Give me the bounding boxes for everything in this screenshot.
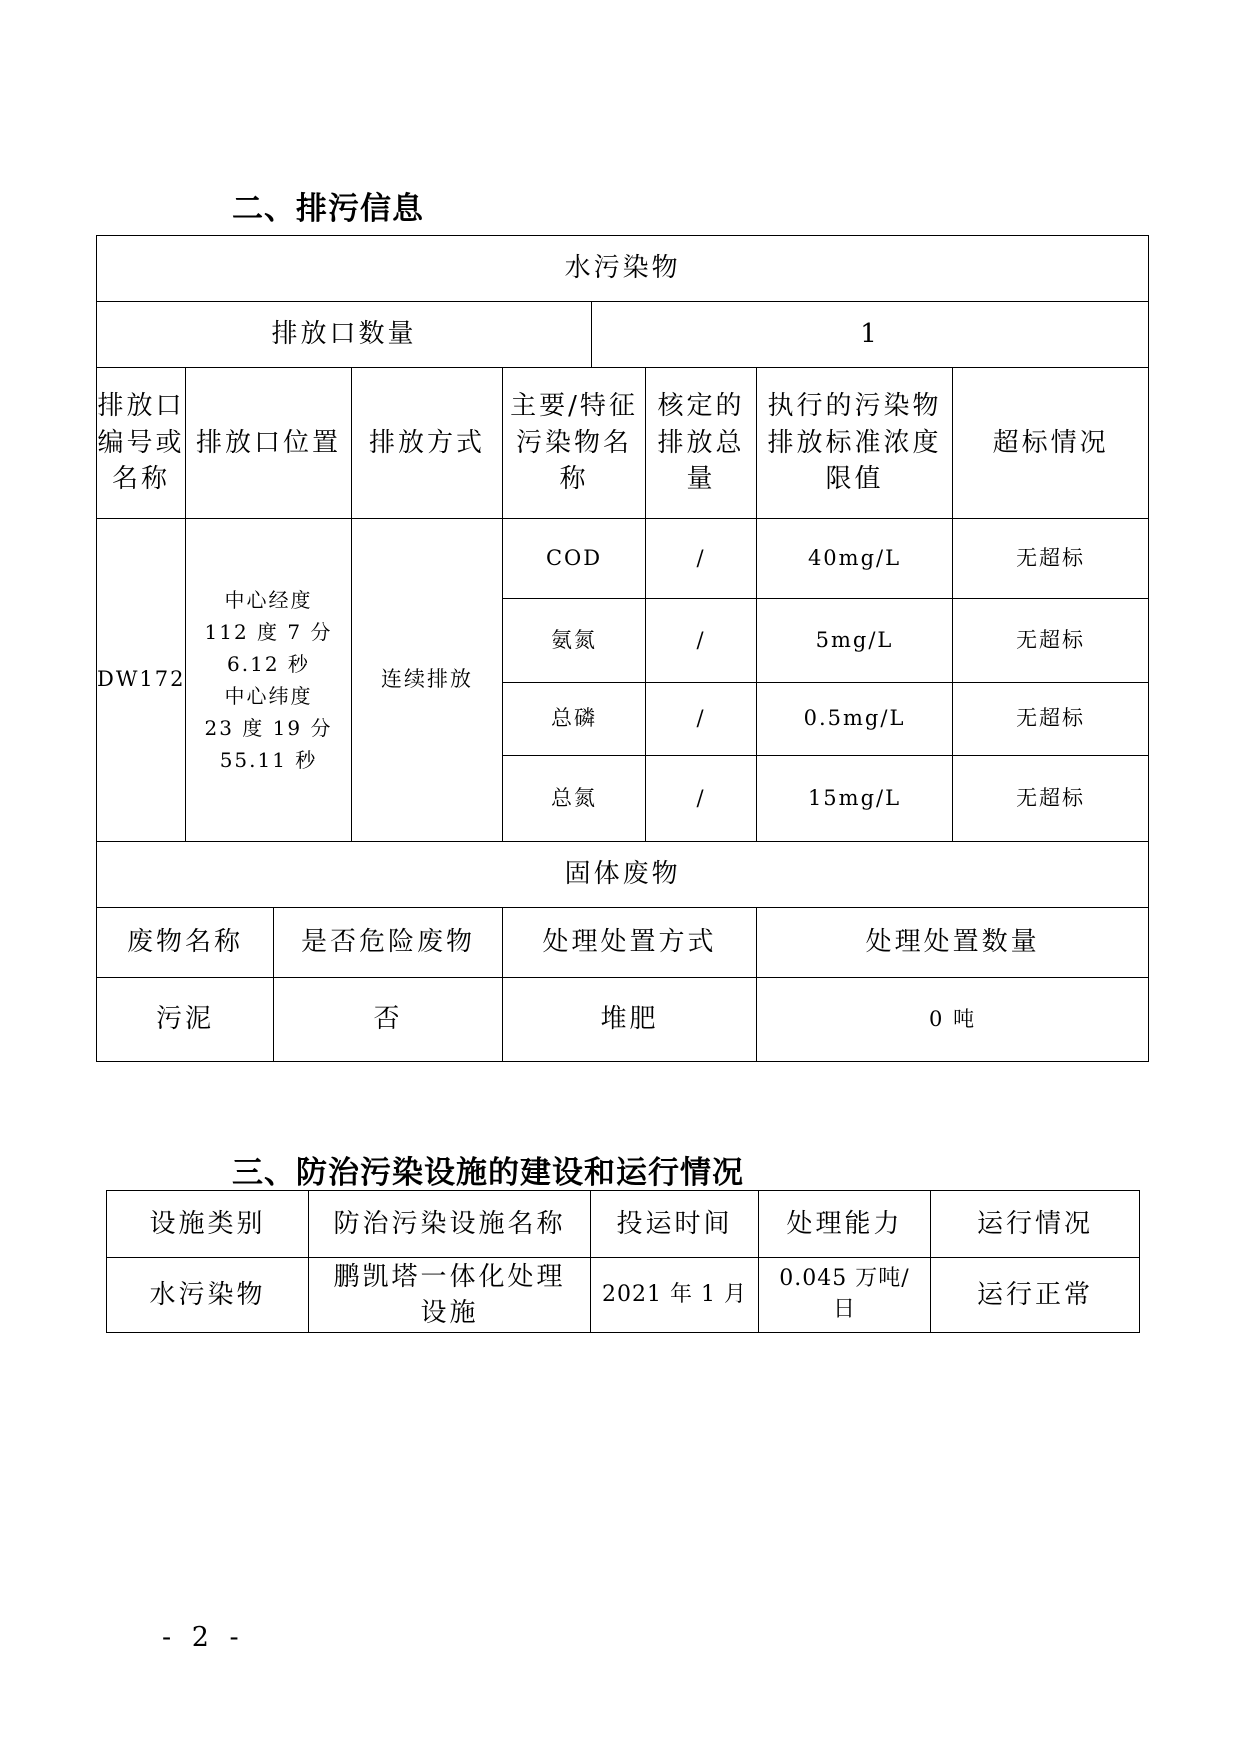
header-discharge-method: 排放方式 bbox=[352, 368, 503, 519]
outlet-location bbox=[186, 519, 352, 842]
pollutant-row bbox=[97, 519, 1149, 599]
header-waste-name: 废物名称 bbox=[97, 908, 274, 978]
location-line: 中心经度 bbox=[224, 588, 313, 612]
hazardous-value: 否 bbox=[274, 978, 503, 1062]
header-disposal-method: 处理处置方式 bbox=[503, 908, 757, 978]
exceed-status: 无超标 bbox=[953, 756, 1149, 842]
discharge-method: 连续排放 bbox=[352, 519, 503, 842]
header-standard-limit: 执行的污染物排放标准浓度限值 bbox=[757, 368, 953, 519]
location-line: 55.11 秒 bbox=[219, 748, 318, 772]
page-number: - 2 - bbox=[162, 1622, 245, 1653]
header-operation-time: 投运时间 bbox=[591, 1191, 759, 1258]
exceed-status: 无超标 bbox=[953, 519, 1149, 599]
location-line: 112 度 7 分 bbox=[204, 620, 333, 644]
standard-limit: 5mg/L bbox=[757, 599, 953, 683]
pollutant-name: 总磷 bbox=[503, 683, 646, 756]
pollutant-name: 氨氮 bbox=[503, 599, 646, 683]
capacity: 0.045 万吨/日 bbox=[759, 1258, 931, 1333]
water-pollutants-heading: 水污染物 bbox=[97, 236, 1149, 302]
operation-time: 2021 年 1 月 bbox=[591, 1258, 759, 1333]
facility-header-row bbox=[107, 1191, 1140, 1258]
facility-category: 水污染物 bbox=[107, 1258, 309, 1333]
section-2-title: 二、排污信息 bbox=[232, 191, 424, 227]
header-facility-name: 防治污染设施名称 bbox=[309, 1191, 591, 1258]
approved-total: / bbox=[646, 683, 757, 756]
approved-total: / bbox=[646, 756, 757, 842]
standard-limit: 0.5mg/L bbox=[757, 683, 953, 756]
disposal-method: 堆肥 bbox=[503, 978, 757, 1062]
pollutant-name: COD bbox=[503, 519, 646, 599]
location-line: 中心纬度 bbox=[224, 684, 313, 708]
outlet-id: DW172 bbox=[97, 519, 186, 842]
header-disposal-amount: 处理处置数量 bbox=[757, 908, 1149, 978]
solid-header-row bbox=[97, 908, 1149, 978]
facility-table bbox=[106, 1190, 1140, 1333]
header-exceed-status: 超标情况 bbox=[953, 368, 1149, 519]
approved-total: / bbox=[646, 519, 757, 599]
header-approved-total: 核定的排放总量 bbox=[646, 368, 757, 519]
standard-limit: 40mg/L bbox=[757, 519, 953, 599]
water-header-row bbox=[97, 368, 1149, 519]
header-outlet-id: 排放口编号或名称 bbox=[97, 368, 186, 519]
outlet-count-value: 1 bbox=[592, 302, 1149, 368]
header-operation-status: 运行情况 bbox=[931, 1191, 1140, 1258]
facility-name: 鹏凯塔一体化处理设施 bbox=[309, 1258, 591, 1333]
header-hazardous: 是否危险废物 bbox=[274, 908, 503, 978]
solid-title-row bbox=[97, 842, 1149, 908]
exceed-status: 无超标 bbox=[953, 599, 1149, 683]
standard-limit: 15mg/L bbox=[757, 756, 953, 842]
section-3-title: 三、防治污染设施的建设和运行情况 bbox=[232, 1155, 744, 1191]
operation-status: 运行正常 bbox=[931, 1258, 1140, 1333]
disposal-amount: 0 吨 bbox=[757, 978, 1149, 1062]
outlet-count-row bbox=[97, 302, 1149, 368]
solid-data-row bbox=[97, 978, 1149, 1062]
header-capacity: 处理能力 bbox=[759, 1191, 931, 1258]
water-title-row bbox=[97, 236, 1149, 302]
location-line: 6.12 秒 bbox=[227, 652, 310, 676]
pollutant-name: 总氮 bbox=[503, 756, 646, 842]
solid-waste-heading: 固体废物 bbox=[97, 842, 1149, 908]
facility-data-row bbox=[107, 1258, 1140, 1333]
approved-total: / bbox=[646, 599, 757, 683]
waste-name: 污泥 bbox=[97, 978, 274, 1062]
exceed-status: 无超标 bbox=[953, 683, 1149, 756]
location-line: 23 度 19 分 bbox=[204, 716, 333, 740]
header-facility-category: 设施类别 bbox=[107, 1191, 309, 1258]
outlet-count-label: 排放口数量 bbox=[97, 302, 592, 368]
header-outlet-location: 排放口位置 bbox=[186, 368, 352, 519]
discharge-info-table bbox=[96, 235, 1149, 1062]
header-pollutant-name: 主要/特征污染物名称 bbox=[503, 368, 646, 519]
